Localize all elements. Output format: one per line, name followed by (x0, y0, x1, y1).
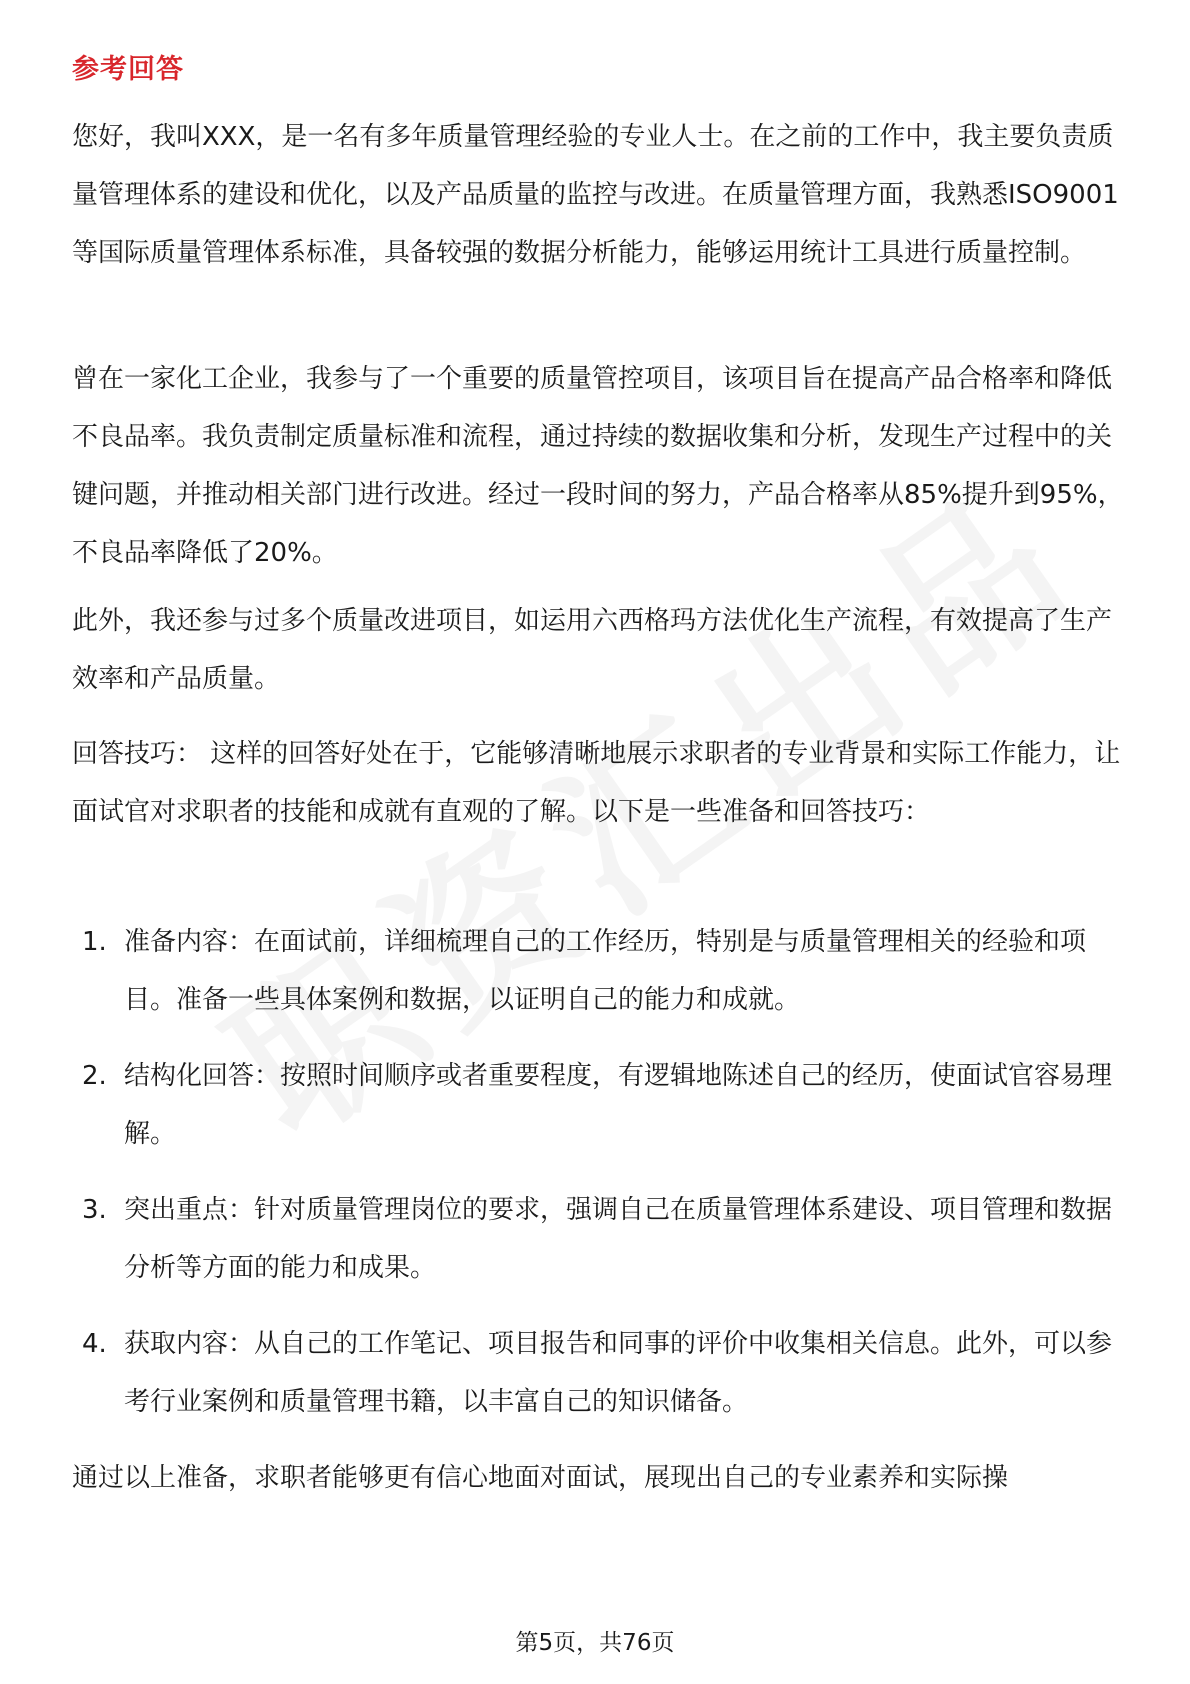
list-item-text: 突出重点：针对质量管理岗位的要求，强调自己在质量管理体系建设、项目管理和数据分析等方面的能力和成果。 (124, 1195, 1113, 1283)
page-number-footer: 第5页，共76页 (515, 1630, 675, 1656)
list-item-number: 3. (82, 1195, 107, 1225)
list-item (82, 913, 1128, 1029)
section-heading: 参考回答 (72, 54, 184, 85)
list-item-number: 4. (82, 1329, 107, 1359)
closing-paragraph: 通过以上准备，求职者能够更有信心地面对面试，展现出自己的专业素养和实际操 (72, 1463, 1009, 1493)
answer-paragraph-2: 曾在一家化工企业，我参与了一个重要的质量管控项目，该项目旨在提高产品合格率和降低不良品率。我负责制定质量标准和流程，通过持续的数据收集和分析，发现生产过程中的关键问题，并推动相关部门进行改进。经过一段时间的努力，产品合格率从85%提升到95%，不良品率降低了20%。 (72, 364, 1124, 568)
answer-paragraph-1: 您好，我叫XXX，是一名有多年质量管理经验的专业人士。在之前的工作中，我主要负责质量管理体系的建设和优化，以及产品质量的监控与改进。在质量管理方面，我熟悉ISO9001等国际质量管理体系标准，具备较强的数据分析能力，能够运用统计工具进行质量控制。 (72, 122, 1119, 268)
list-item-text: 准备内容：在面试前，详细梳理自己的工作经历，特别是与质量管理相关的经验和项目。准备一些具体案例和数据，以证明自己的能力和成就。 (124, 927, 1087, 1015)
list-item (82, 1315, 1128, 1431)
list-item (82, 1047, 1128, 1163)
list-item-text: 结构化回答：按照时间顺序或者重要程度，有逻辑地陈述自己的经历，使面试官容易理解。 (124, 1061, 1113, 1149)
tips-intro-paragraph: 回答技巧： 这样的回答好处在于，它能够清晰地展示求职者的专业背景和实际工作能力，让面试官对求职者的技能和成就有直观的了解。以下是一些准备和回答技巧： (72, 739, 1121, 827)
answer-paragraph-3: 此外，我还参与过多个质量改进项目，如运用六西格玛方法优化生产流程，有效提高了生产效率和产品质量。 (72, 606, 1113, 694)
list-item-number: 1. (82, 927, 107, 957)
list-item-number: 2. (82, 1061, 107, 1091)
list-item (82, 1181, 1128, 1297)
list-item-text: 获取内容：从自己的工作笔记、项目报告和同事的评价中收集相关信息。此外，可以参考行业案例和质量管理书籍，以丰富自己的知识储备。 (124, 1329, 1113, 1417)
